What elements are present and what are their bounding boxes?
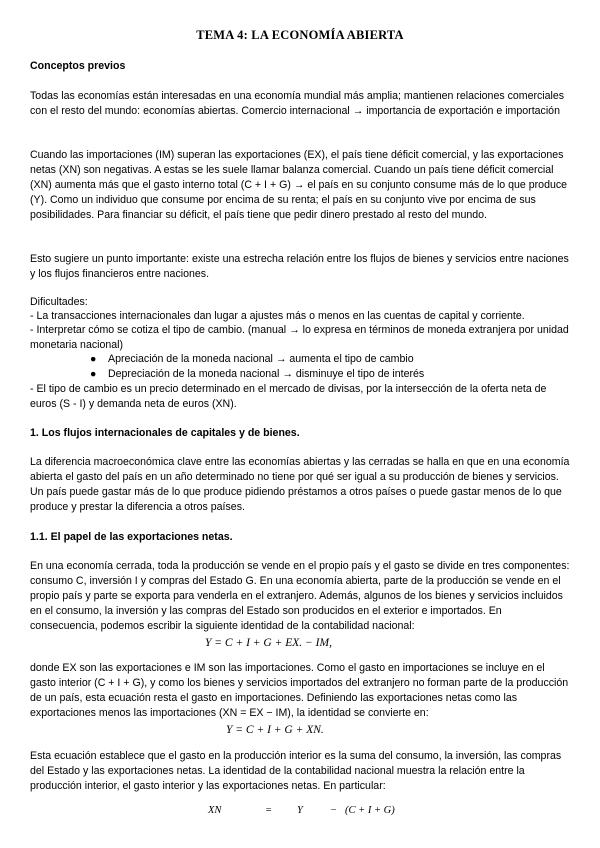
paragraph-exportaciones-netas: donde EX son las exportaciones e IM son las importaciones. Como el gasto en importaciones se incluye en el gasto interior (C + I + G), y como los bienes y servicios importados del extranjero no forman parte de la producción de un país, esta ecuación resta el gasto en importaciones. Definiendo las exportaciones netas como las exportaciones menos las importaciones (XN = EX − IM), la identidad se convierte en: [30, 662, 569, 719]
heading-section-1: 1. Los flujos internacionales de capitales y de bienes. [30, 427, 300, 439]
bullet-icon: ● [90, 353, 97, 365]
equation-identidad-xn: Y = C + I + G + XN. [226, 724, 324, 736]
dificultades-line-3: - El tipo de cambio es un precio determinado en el mercado de divisas, por la intersección de la oferta neta de euros (S - I) y demanda neta de euros (XN). [30, 383, 547, 410]
equation-xn-y: Y [297, 805, 303, 816]
equation-xn-minus: − [330, 805, 338, 816]
paragraph-economia-cerrada: En una economía cerrada, toda la producción se vende en el propio país y el gasto se divide en tres componentes: consumo C, inversión I y compras del Estado G. En una economía abierta, parte de la producción se vende en el propio país y parte se exporta para venderla en el extranjero. Además, algunos de los bienes y servicios incluidos en el consumo, la inversión y las compras del Estado son producidos en el exterior e importados. En consecuencia, podemos escribir la siguiente identidad de la contabilidad nacional: [30, 560, 570, 632]
paragraph-deficit-comercial: Cuando las importaciones (IM) superan las exportaciones (EX), el país tiene déficit comercial, y las exportaciones netas (XN) son negativas. A estas se les suele llamar balanza comercial. Cuando un país tiene déficit comercial (XN) aumenta más que el gasto interno total (C + I + G) → el país en su conjunto consume más de lo que produce (Y). Como un individuo que consume por encima de su renta; el país en su conjunto vive por encima de sus posibilidades. Para financiar su déficit, el país tiene que pedir dinero prestado al resto del mundo. [30, 149, 568, 221]
equation-xn-equals: = [265, 805, 273, 816]
bullet-apreciacion-text: Apreciación de la moneda nacional → aumenta el tipo de cambio [108, 353, 414, 365]
bullet-depreciacion-text: Depreciación de la moneda nacional → disminuye el tipo de interés [108, 368, 425, 380]
bullet-apreciacion [90, 352, 414, 367]
paragraph-produccion-interior: Esta ecuación establece que el gasto en la producción interior es la suma del consumo, la inversión, las compras del Estado y las exportaciones netas. La identidad de la contabilidad nacional muestra la relación entre la producción interior, el gasto interior y las exportaciones netas. En particular: [30, 750, 562, 792]
equation-xn-lhs: XN [208, 805, 222, 816]
dificultades-line-2: - Interpretar cómo se cotiza el tipo de cambio. (manual → lo expresa en términos de moneda extranjera por unidad monetaria nacional) [30, 324, 569, 351]
paragraph-economias-abiertas: Todas las economías están interesadas en una economía mundial más amplia; mantienen relaciones comerciales con el resto del mundo: economías abiertas. Comercio internacional → importancia de exportación e importación [30, 90, 565, 117]
bullet-icon: ● [90, 368, 97, 380]
heading-section-1-1: 1.1. El papel de las exportaciones netas. [30, 531, 233, 543]
heading-conceptos-previos: Conceptos previos [30, 60, 126, 72]
paragraph-section-1: La diferencia macroeconómica clave entre las economías abiertas y las cerradas se halla en que en una economía abierta el gasto del país en un año determinado no tiene por qué ser igual a su producción de bienes y servicios. Un país puede gastar más de lo que produce pidiendo préstamos a otros países o puede gastar menos de lo que produce y prestar la diferencia a otros países. [30, 456, 570, 513]
dificultades-line-1: - La transacciones internacionales dan lugar a ajustes más o menos en las cuentas de capital y corriente. [30, 310, 525, 322]
dificultades-label: Dificultades: [30, 296, 88, 308]
paragraph-flujos-financieros: Esto sugiere un punto importante: existe una estrecha relación entre los flujos de bienes y servicios entre naciones y los flujos financieros entre naciones. [30, 253, 569, 280]
bullet-depreciacion [90, 367, 424, 382]
equation-identidad-contable: Y = C + I + G + EX. − IM, [205, 637, 332, 649]
document-title: TEMA 4: LA ECONOMÍA ABIERTA [196, 28, 404, 42]
equation-xn-gasto: (C + I + G) [345, 805, 395, 816]
